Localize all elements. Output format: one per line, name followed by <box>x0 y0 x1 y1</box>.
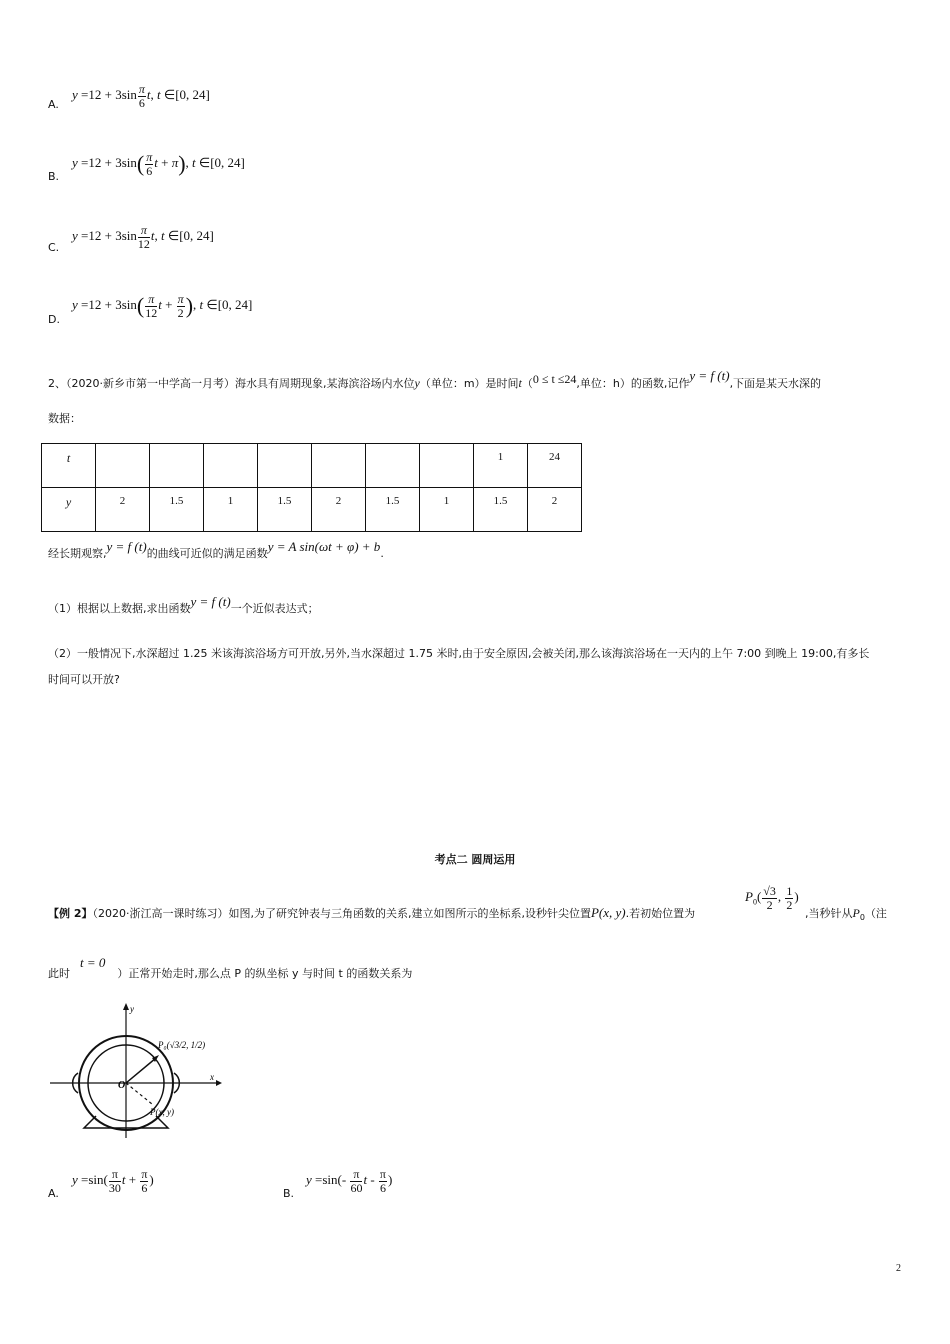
q2-stem-line1: 2、（2020·新乡市第一中学高一月考）海水具有周期现象,某海滨浴场内水位y（单位：m）是时间t（0 ≤ t ≤24,单位：h）的函数,记作y = f (t),下面是某天水深的 <box>48 368 822 390</box>
table-cell <box>258 444 312 488</box>
table-cell <box>312 444 366 488</box>
ex2-line1-end: ,当秒针从$P_0$（注 <box>805 906 887 923</box>
table-cell <box>96 444 150 488</box>
model-expr: y = A sin(ωt + φ) + b <box>267 539 381 554</box>
depth-table <box>41 443 582 532</box>
table-cell: 24 <box>528 444 582 488</box>
clock-diagram <box>48 1000 228 1140</box>
option-a-expr: y =12 + 3sin $\frac{\pi}{6}$ t, t ∈[0, 24] <box>72 82 210 110</box>
q2-part2: （2）一般情况下,水深超过 1.25 米该海滨浴场方可开放,另外,当水深超过 1.75 米时,由于安全原因,会被关闭,那么该海滨浴场在一天内的上午 7:00 到晚上 19:00,有多长 <box>48 647 870 660</box>
ex2-option-b-letter: B. <box>283 1187 295 1200</box>
table-cell: 1.5 <box>150 488 204 532</box>
origin-label: O <box>118 1080 126 1091</box>
table-cell: 1.5 <box>474 488 528 532</box>
p-label: P(x, y) <box>150 1107 174 1117</box>
func-expr: y = f (t) <box>689 368 730 383</box>
ex2-option-b-expr: y =sin(- $\frac{\pi}{60}$ t - $\frac{\pi}{6}$ ) <box>306 1167 393 1195</box>
ex2-option-a-letter: A. <box>48 1187 59 1200</box>
table-row-y <box>42 488 582 532</box>
y-axis-label: y <box>130 1004 134 1014</box>
q2-part2-cont: 时间可以开放? <box>48 673 120 686</box>
table-cell: 2 <box>312 488 366 532</box>
table-cell: 1 <box>204 488 258 532</box>
table-cell: 2 <box>96 488 150 532</box>
table-row-t <box>42 444 582 488</box>
table-cell <box>366 444 420 488</box>
table-cell: 1.5 <box>366 488 420 532</box>
option-a-letter: A. <box>48 98 59 111</box>
table-cell: 1 <box>420 488 474 532</box>
table-cell <box>420 444 474 488</box>
t0-expr: t = 0 <box>80 955 106 970</box>
p0-expr: $P_0$( $\frac{√3}{2}$ , $\frac{1}{2}$ ) <box>745 884 799 912</box>
option-d-expr: y =12 + 3sin( $\frac{\pi}{12}$ t + $\frac{\pi}{2}$ ), t ∈[0, 24] <box>72 292 253 320</box>
ex2-option-a-expr: y =sin( $\frac{\pi}{30}$ t + $\frac{\pi}{6}$ ) <box>72 1167 154 1195</box>
option-c-letter: C. <box>48 241 60 254</box>
x-axis-label: x <box>210 1072 214 1082</box>
option-b-letter: B. <box>48 170 60 183</box>
q2-part1: （1）根据以上数据,求出函数y = f (t)一个近似表达式； <box>48 594 319 615</box>
table-cell: 2 <box>528 488 582 532</box>
table-cell: 1 <box>474 444 528 488</box>
table-header-t: t <box>42 444 96 488</box>
range-expr: 0 ≤ t ≤24 <box>532 372 577 386</box>
ex2-line1: 【例 2】（2020·浙江高一课时练习）如图,为了研究钟表与三角函数的关系,建立如图所示的坐标系,设秒针尖位置P(x, y).若初始位置为 <box>48 905 696 920</box>
p0-label: P₀(√3/2, 1/2) <box>158 1040 206 1050</box>
q2-observation: 经长期观察,y = f (t)的曲线可近似的满足函数y = A sin(ωt + φ) + b. <box>48 539 384 560</box>
table-cell <box>150 444 204 488</box>
option-b-expr: y =12 + 3sin( $\frac{\pi}{6}$ t + π), t ∈[0, 24] <box>72 150 245 178</box>
ex2-line2: 此时t = 0）正常开始走时,那么点 P 的纵坐标 y 与时间 t 的函数关系为 <box>48 955 413 980</box>
page-number: 2 <box>896 1263 901 1274</box>
section-title: 考点二 圆周运用 <box>434 853 516 866</box>
q2-stem-line2: 数据： <box>48 412 81 425</box>
table-header-y: y <box>42 488 96 532</box>
table-cell: 1.5 <box>258 488 312 532</box>
table-cell <box>204 444 258 488</box>
option-d-letter: D. <box>48 313 60 326</box>
option-c-expr: y =12 + 3sin $\frac{\pi}{12}$ t, t ∈[0, 24] <box>72 223 214 251</box>
